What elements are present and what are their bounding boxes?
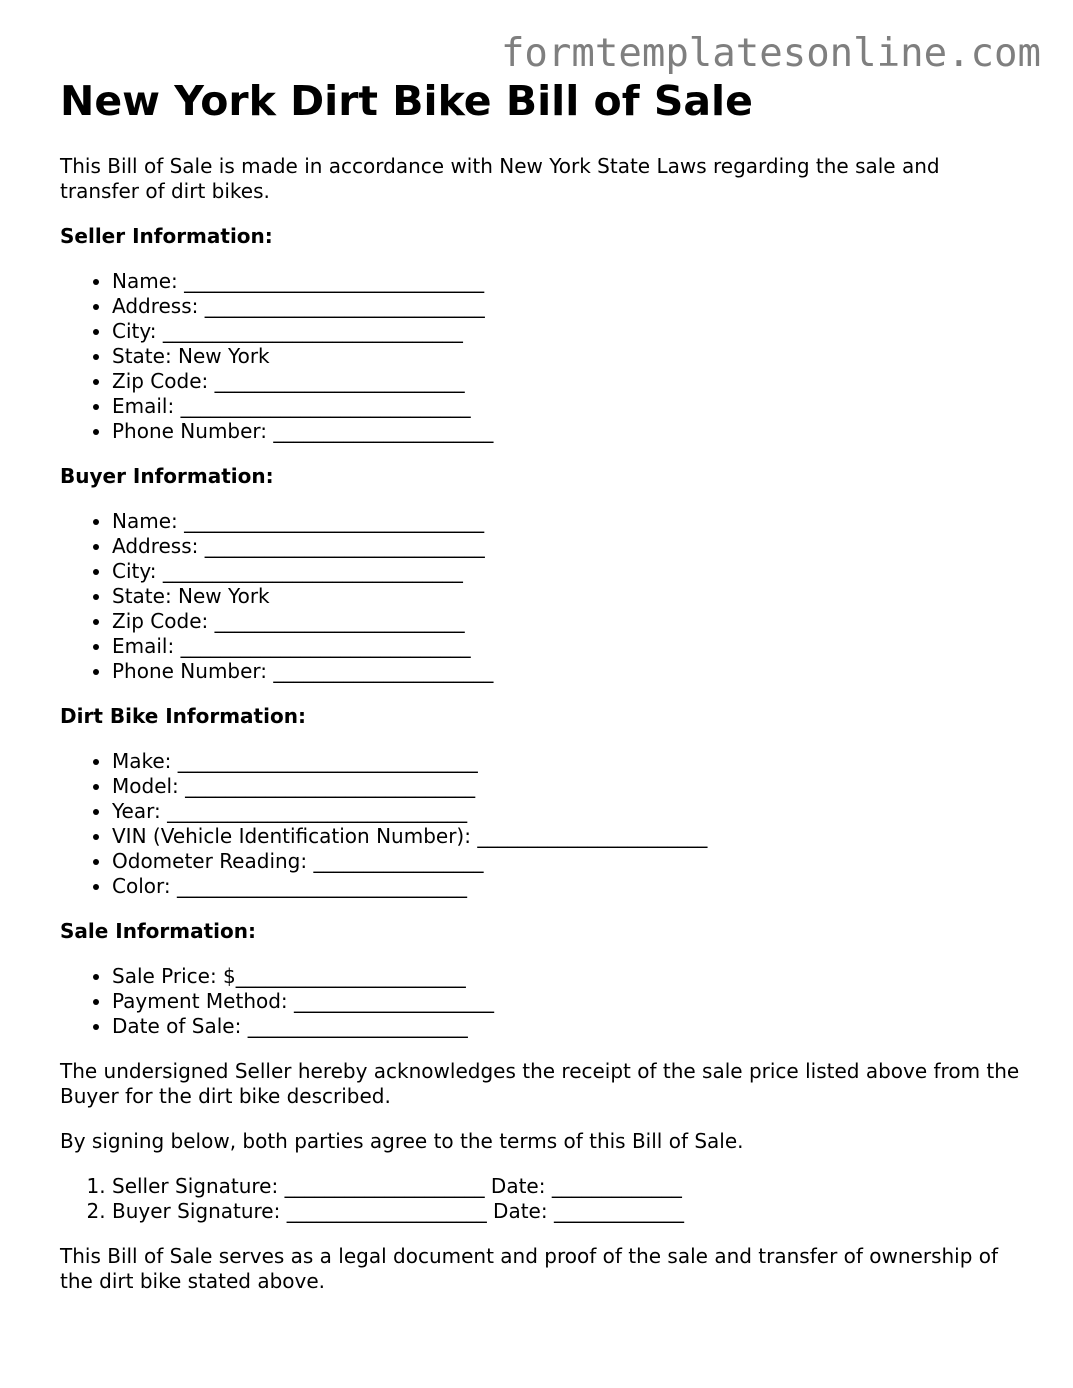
sale-heading: Sale Information: <box>60 919 256 943</box>
signature-list <box>60 1174 1020 1224</box>
intro-paragraph: This Bill of Sale is made in accordance with New York State Laws regarding the sale and transfer of dirt bikes. <box>60 154 940 203</box>
closing-paragraph: This Bill of Sale serves as a legal document and proof of the sale and transfer of ownership of the dirt bike stated above. <box>60 1244 999 1293</box>
bike-year-field: • Year: ______________________________ <box>112 799 1020 824</box>
buyer-city-field: • City: ______________________________ <box>112 559 1020 584</box>
buyer-heading: Buyer Information: <box>60 464 274 488</box>
buyer-zip-field: • Zip Code: _________________________ <box>112 609 1020 634</box>
bike-vin-field: • VIN (Vehicle Identification Number): _______________________ <box>112 824 1020 849</box>
buyer-phone-field: • Phone Number: ______________________ <box>112 659 1020 684</box>
agreement-paragraph: By signing below, both parties agree to the terms of this Bill of Sale. <box>60 1129 744 1153</box>
document-page <box>60 74 1020 1294</box>
buyer-list <box>60 509 1020 684</box>
seller-signature-line: 1. Seller Signature: ____________________ Date: _____________ <box>112 1174 1020 1199</box>
seller-email-field: • Email: _____________________________ <box>112 394 1020 419</box>
buyer-state-field: • State: New York <box>112 584 1020 609</box>
watermark: formtemplatesonline.com <box>500 31 1041 76</box>
bike-color-field: • Color: _____________________________ <box>112 874 1020 899</box>
seller-phone-field: • Phone Number: ______________________ <box>112 419 1020 444</box>
bike-heading: Dirt Bike Information: <box>60 704 306 728</box>
buyer-signature-line: 2. Buyer Signature: ____________________ Date: _____________ <box>112 1199 1020 1224</box>
bike-make-field: • Make: ______________________________ <box>112 749 1020 774</box>
seller-city-field: • City: ______________________________ <box>112 319 1020 344</box>
acknowledgement-paragraph: The undersigned Seller hereby acknowledges the receipt of the sale price listed above from the Buyer for the dirt bike described. <box>60 1059 1020 1108</box>
buyer-name-field: • Name: ______________________________ <box>112 509 1020 534</box>
payment-method-field: • Payment Method: ____________________ <box>112 989 1020 1014</box>
buyer-email-field: • Email: _____________________________ <box>112 634 1020 659</box>
page-title: New York Dirt Bike Bill of Sale <box>60 77 753 125</box>
sale-price-field: • Sale Price: $_______________________ <box>112 964 1020 989</box>
seller-address-field: • Address: ____________________________ <box>112 294 1020 319</box>
seller-name-field: • Name: ______________________________ <box>112 269 1020 294</box>
seller-state-field: • State: New York <box>112 344 1020 369</box>
sale-date-field: • Date of Sale: ______________________ <box>112 1014 1020 1039</box>
buyer-address-field: • Address: ____________________________ <box>112 534 1020 559</box>
bike-list <box>60 749 1020 899</box>
sale-list <box>60 964 1020 1039</box>
seller-heading: Seller Information: <box>60 224 273 248</box>
seller-list <box>60 269 1020 444</box>
seller-zip-field: • Zip Code: _________________________ <box>112 369 1020 394</box>
bike-odometer-field: • Odometer Reading: _________________ <box>112 849 1020 874</box>
bike-model-field: • Model: _____________________________ <box>112 774 1020 799</box>
